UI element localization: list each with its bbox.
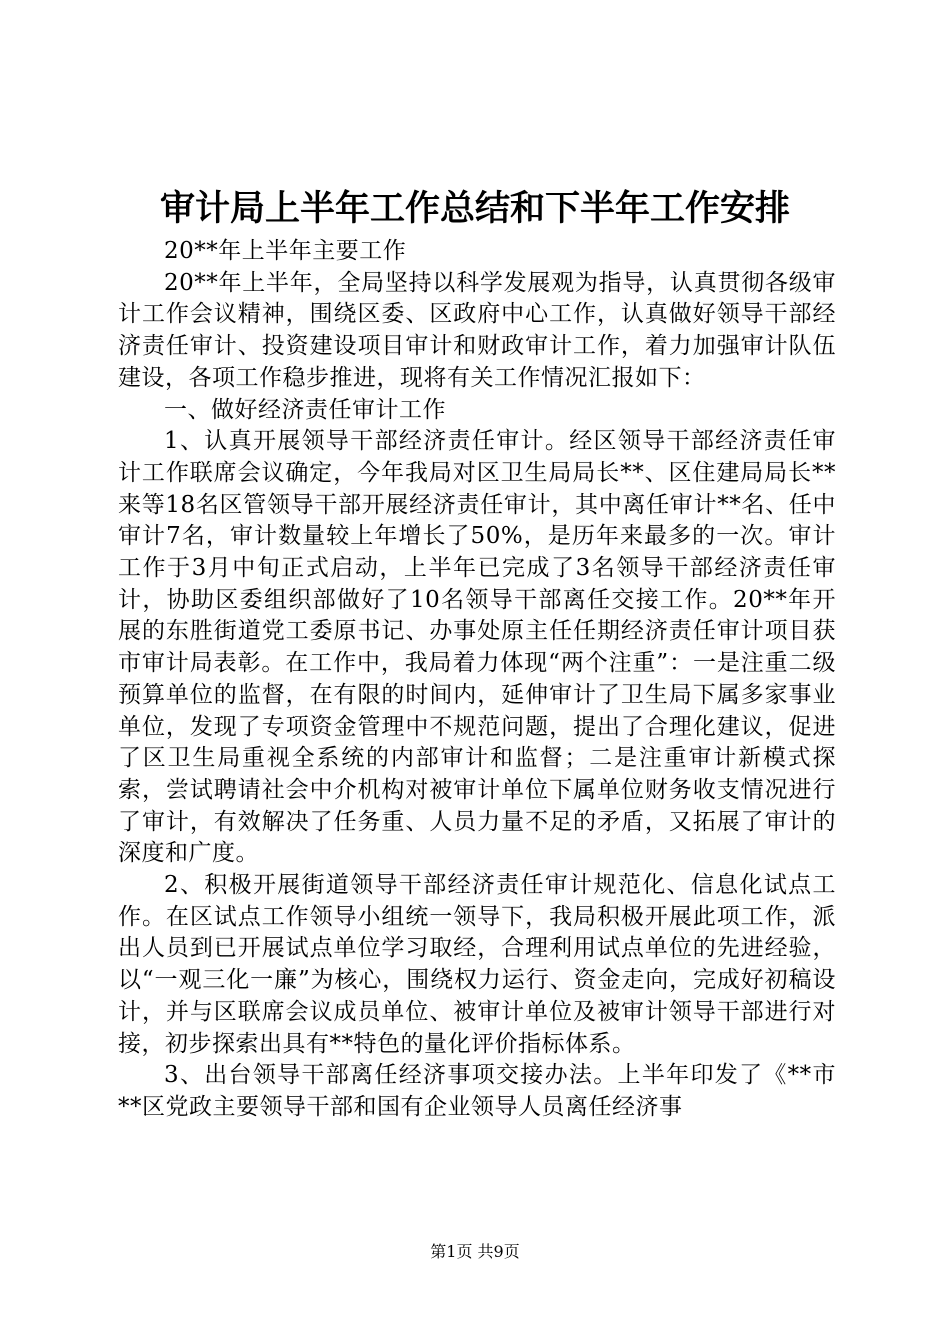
document-body — [118, 236, 836, 1124]
document-title: 审计局上半年工作总结和下半年工作安排 — [159, 189, 790, 229]
body-paragraph: 1、认真开展领导干部经济责任审计。经区领导干部经济责任审计工作联席会议确定，今年我局对区卫生局局长**、区住建局局长**来等18名区管领导干部开展经济责任审计，其中离任审计**名、任中审计7名，审计数量较上年增长了50%，是历年来最多的一次。审计工作于3月中旬正式启动，上半年已完成了3名领导干部经济责任审计，协助区委组织部做好了10名领导干部离任交接工作。20**年开展的东胜街道党工委原书记、办事处原主任任期经济责任审计项目获市审计局表彰。在工作中，我局着力体现“两个注重”：一是注重二级预算单位的监督，在有限的时间内，延伸审计了卫生局下属多家事业单位，发现了专项资金管理中不规范问题，提出了合理化建议，促进了区卫生局重视全系统的内部审计和监督；二是注重审计新模式探索，尝试聘请社会中介机构对被审计单位下属单位财务收支情况进行了审计，有效解决了任务重、人员力量不足的矛盾，又拓展了审计的深度和广度。 — [118, 428, 836, 867]
body-paragraph: 2、积极开展街道领导干部经济责任审计规范化、信息化试点工作。在区试点工作领导小组统一领导下，我局积极开展此项工作，派出人员到已开展试点单位学习取经，合理利用试点单位的先进经验，以“一观三化一廉”为核心，围绕权力运行、资金走向，完成好初稿设计，并与区联席会议成员单位、被审计单位及被审计领导干部进行对接，初步探索出具有**特色的量化评价指标体系。 — [118, 872, 836, 1057]
page-number-footer: 第1页 共9页 — [430, 1242, 520, 1261]
section-heading: 一、做好经济责任审计工作 — [164, 396, 446, 423]
body-paragraph: 3、出台领导干部离任经济事项交接办法。上半年印发了《**市**区党政主要领导干部和国有企业领导人员离任经济事 — [118, 1062, 836, 1120]
intro-paragraph: 20**年上半年，全局坚持以科学发展观为指导，认真贯彻各级审计工作会议精神，围绕区委、区政府中心工作，认真做好领导干部经济责任审计、投资建设项目审计和财政审计工作，着力加强审计队伍建设，各项工作稳步推进，现将有关工作情况汇报如下： — [118, 269, 836, 391]
section-heading: 20**年上半年主要工作 — [164, 238, 407, 264]
